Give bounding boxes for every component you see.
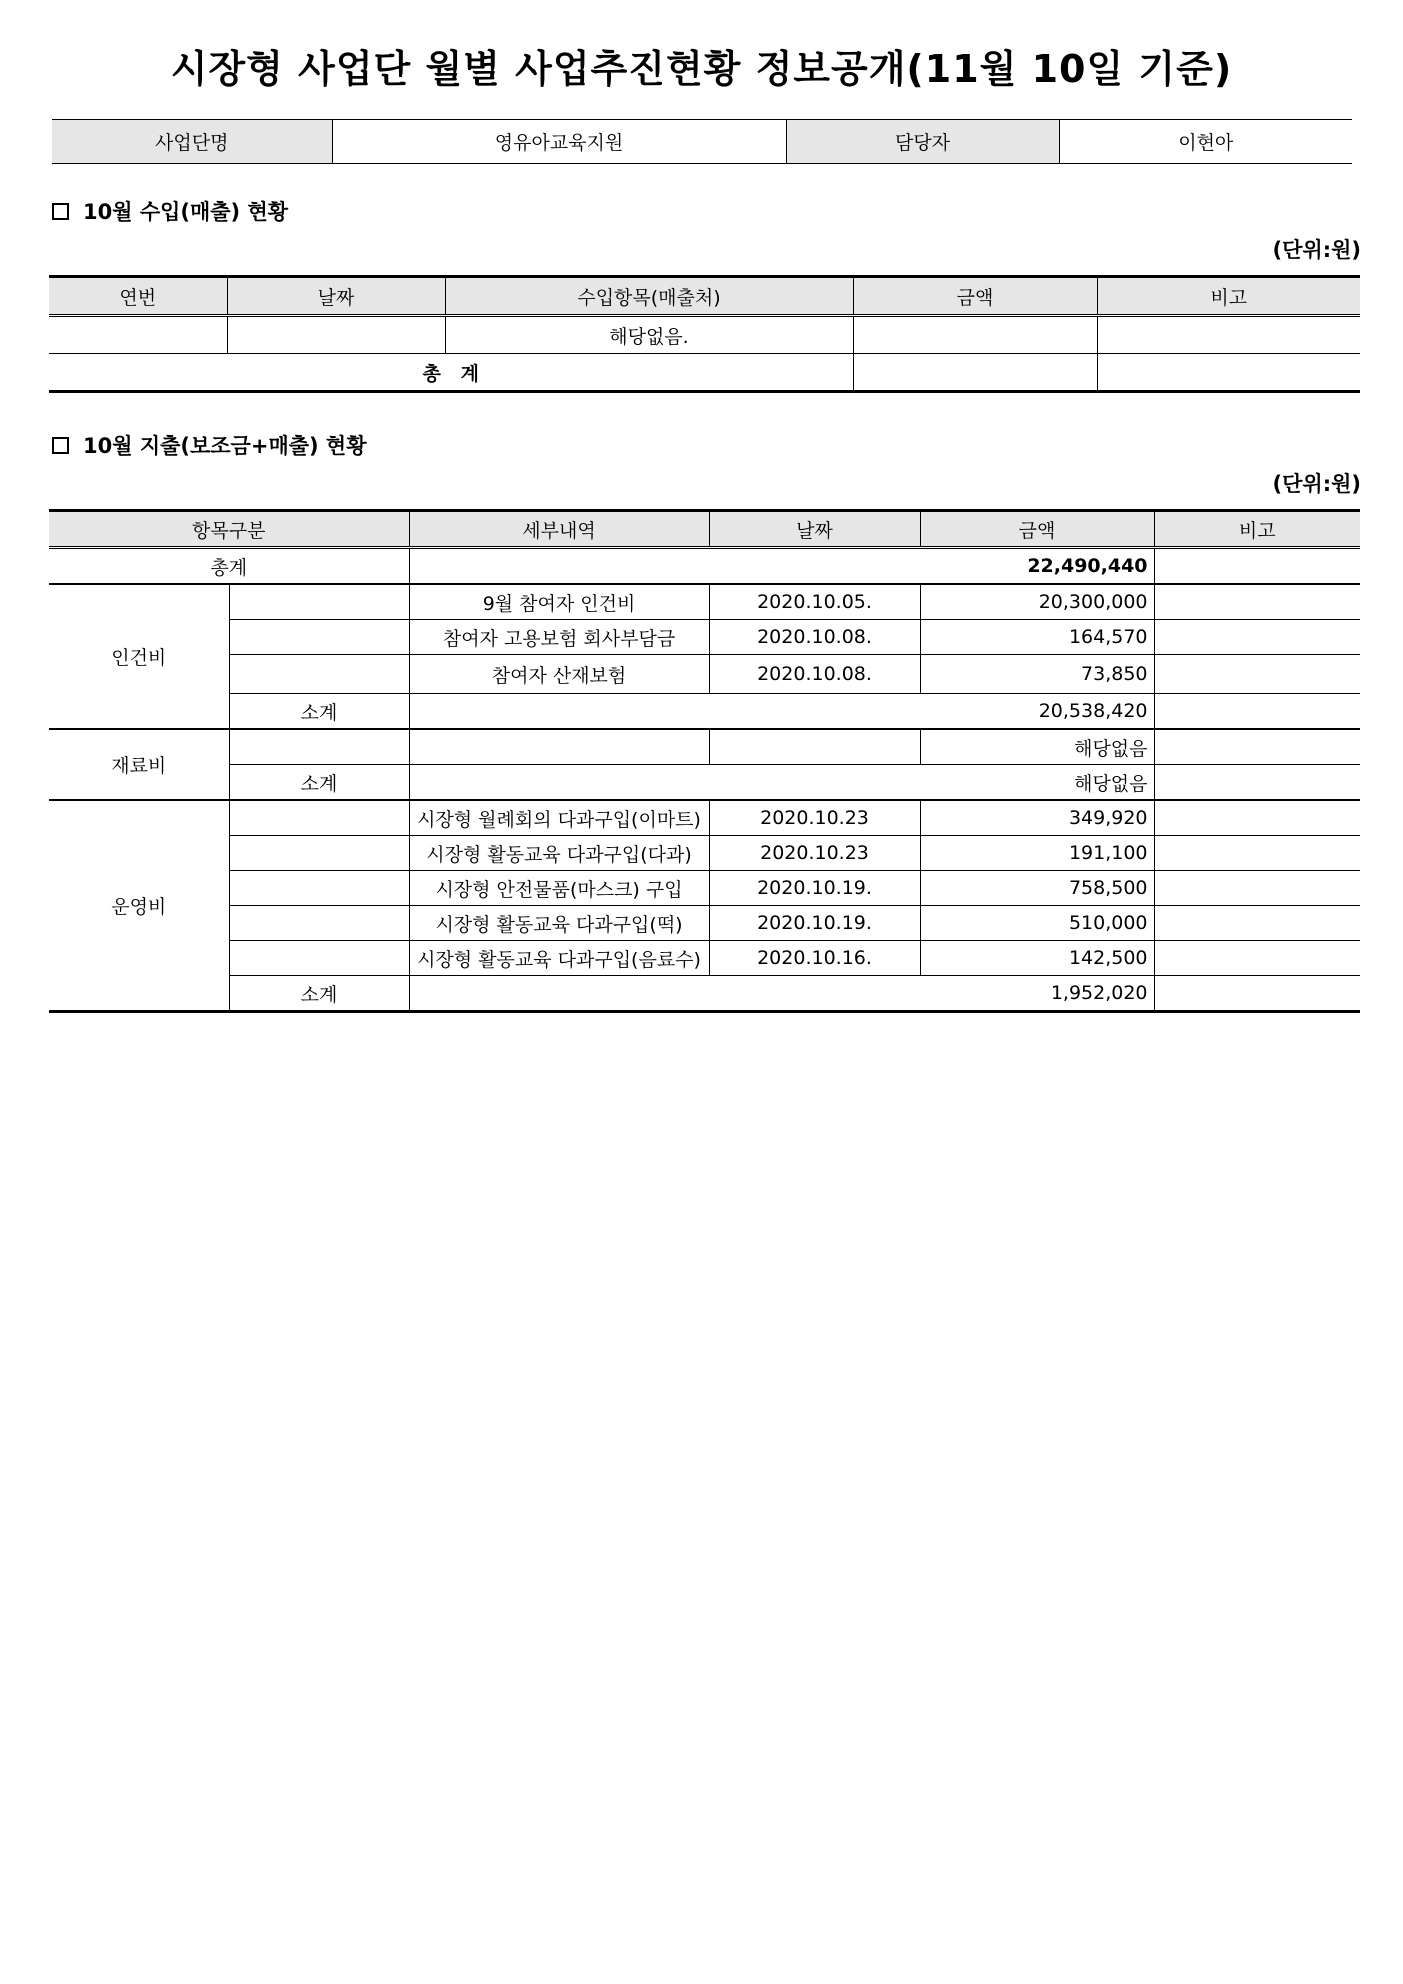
expense-table [49, 509, 1360, 1013]
table-row [49, 906, 1360, 941]
org-value: 영유아교육지원 [332, 120, 786, 164]
page-title: 시장형 사업단 월별 사업추진현황 정보공개(11월 10일 기준) [170, 47, 1233, 91]
expense-col-category: 항목구분 [49, 511, 409, 548]
income-col-date: 날짜 [227, 277, 445, 316]
manager-label: 담당자 [786, 120, 1059, 164]
table-row [49, 871, 1360, 906]
personnel-amount-cell: 73,850 [920, 655, 1154, 694]
expense-header-row [49, 511, 1360, 548]
income-no-cell [49, 316, 227, 354]
income-table [49, 275, 1360, 393]
table-row [49, 584, 1360, 620]
operations-date-cell: 2020.10.23 [709, 800, 920, 836]
operations-detail-cell: 시장형 활동교육 다과구입(음료수) [409, 941, 709, 976]
table-row [49, 729, 1360, 765]
income-section-heading: 10월 수입(매출) 현황 [52, 196, 288, 226]
personnel-detail-cell: 참여자 고용보험 회사부담금 [409, 620, 709, 655]
expense-total-note [1154, 548, 1360, 585]
income-total-note [1097, 354, 1360, 392]
materials-date-cell [709, 729, 920, 765]
operations-date-cell: 2020.10.23 [709, 836, 920, 871]
personnel-date-cell: 2020.10.05. [709, 584, 920, 620]
personnel-detail-cell: 9월 참여자 인건비 [409, 584, 709, 620]
checkbox-square-icon [52, 437, 69, 454]
income-total-amount [853, 354, 1097, 392]
operations-amount-cell: 191,100 [920, 836, 1154, 871]
table-row [49, 655, 1360, 694]
operations-date-cell: 2020.10.19. [709, 871, 920, 906]
personnel-date-cell: 2020.10.08. [709, 620, 920, 655]
operations-detail-cell: 시장형 활동교육 다과구입(떡) [409, 906, 709, 941]
expense-total-label: 총계 [49, 548, 409, 585]
materials-amount-cell: 해당없음 [920, 729, 1154, 765]
income-col-amount: 금액 [853, 277, 1097, 316]
materials-category: 재료비 [49, 729, 229, 800]
personnel-amount-cell: 164,570 [920, 620, 1154, 655]
operations-amount-cell: 142,500 [920, 941, 1154, 976]
materials-subtotal-amount: 해당없음 [409, 765, 1154, 801]
operations-date-cell: 2020.10.16. [709, 941, 920, 976]
income-col-no: 연번 [49, 277, 227, 316]
operations-subtotal-row [49, 976, 1360, 1012]
personnel-category: 인건비 [49, 584, 229, 729]
personnel-subtotal-amount: 20,538,420 [409, 694, 1154, 730]
income-item-cell: 해당없음. [445, 316, 853, 354]
org-label: 사업단명 [52, 120, 332, 164]
operations-amount-cell: 510,000 [920, 906, 1154, 941]
operations-detail-cell: 시장형 안전물품(마스크) 구입 [409, 871, 709, 906]
income-col-note: 비고 [1097, 277, 1360, 316]
expense-col-date: 날짜 [709, 511, 920, 548]
operations-amount-cell: 758,500 [920, 871, 1154, 906]
manager-value: 이현아 [1059, 120, 1352, 164]
personnel-detail-cell: 참여자 산재보험 [409, 655, 709, 694]
income-unit-label: (단위:원) [1272, 238, 1361, 262]
operations-subtotal-label: 소계 [229, 976, 409, 1012]
table-row [49, 941, 1360, 976]
table-row [49, 316, 1360, 354]
table-row [49, 836, 1360, 871]
expense-section-heading: 10월 지출(보조금+매출) 현황 [52, 430, 367, 460]
personnel-amount-cell: 20,300,000 [920, 584, 1154, 620]
operations-date-cell: 2020.10.19. [709, 906, 920, 941]
table-row [49, 800, 1360, 836]
expense-unit-label: (단위:원) [1272, 472, 1361, 496]
expense-total-row [49, 548, 1360, 585]
materials-subtotal-label: 소계 [229, 765, 409, 801]
expense-col-amount: 금액 [920, 511, 1154, 548]
operations-category: 운영비 [49, 800, 229, 1012]
table-row [49, 620, 1360, 655]
income-date-cell [227, 316, 445, 354]
operations-detail-cell: 시장형 월례회의 다과구입(이마트) [409, 800, 709, 836]
personnel-date-cell: 2020.10.08. [709, 655, 920, 694]
expense-col-detail: 세부내역 [409, 511, 709, 548]
income-col-item: 수입항목(매출처) [445, 277, 853, 316]
income-amount-cell [853, 316, 1097, 354]
operations-detail-cell: 시장형 활동교육 다과구입(다과) [409, 836, 709, 871]
personnel-subtotal-row [49, 694, 1360, 730]
materials-subtotal-row [49, 765, 1360, 801]
operations-subtotal-amount: 1,952,020 [409, 976, 1154, 1012]
income-total-row [49, 354, 1360, 392]
checkbox-square-icon [52, 203, 69, 220]
info-table [52, 119, 1352, 164]
materials-detail-cell [409, 729, 709, 765]
income-total-label: 총 계 [49, 354, 853, 392]
expense-col-note: 비고 [1154, 511, 1360, 548]
personnel-subtotal-label: 소계 [229, 694, 409, 730]
expense-total-amount: 22,490,440 [409, 548, 1154, 585]
operations-amount-cell: 349,920 [920, 800, 1154, 836]
income-header-row [49, 277, 1360, 316]
income-note-cell [1097, 316, 1360, 354]
